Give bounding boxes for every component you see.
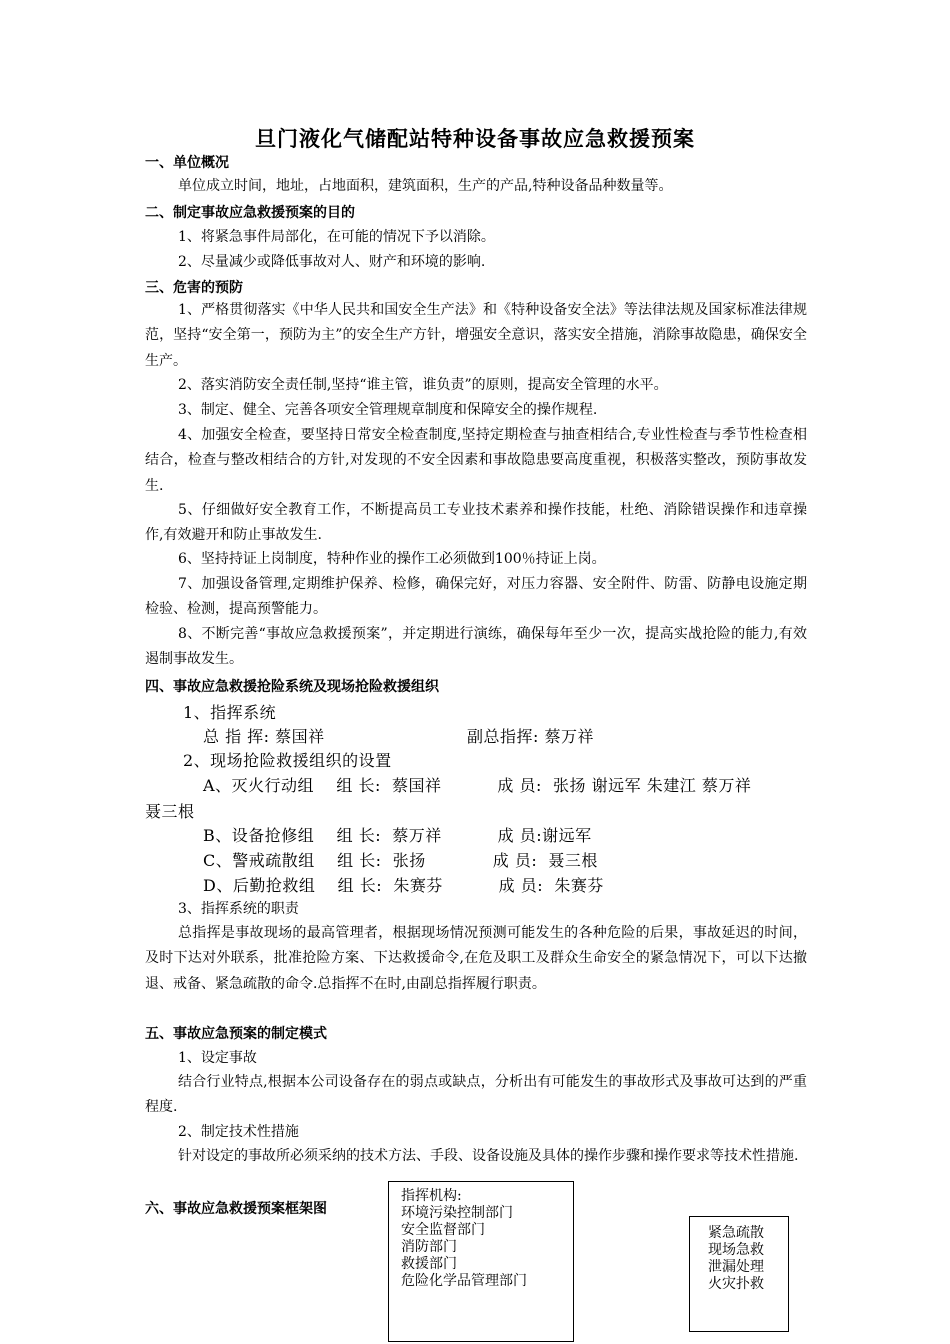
group-a-continuation: 聂三根 (145, 802, 195, 821)
command-system-heading: 1、指挥系统 (183, 703, 277, 722)
section-3-paragraph-4: 4、加强安全检查，要坚持日常安全检查制度,坚持定期检查与抽查相结合,专业性检查与季节性检查相结合，检查与整改相结合的方针,对发现的不安全因素和事故隐患要高度重视，积极落实整改，预防事故发生. (145, 427, 807, 494)
section-3-paragraph-1: 1、严格贯彻落实《中华人民共和国安全生产法》和《特种设备安全法》等法律法规及国家标准法律规范，坚持“安全第一，预防为主”的安全生产方针，增强安全意识，落实安全措施，消除事故隐患，确保安全生产。 (145, 302, 807, 369)
document-title: 旦门液化气储配站特种设备事故应急救援预案 (255, 126, 695, 151)
box-line: 消防部门 (401, 1239, 457, 1255)
section-3-paragraph-8: 8、不断完善“事故应急救援预案”，并定期进行演练，确保每年至少一次，提高实战抢险的能力,有效遏制事故发生。 (145, 626, 807, 668)
section-3-paragraph-5: 5、仔细做好安全教育工作，不断提高员工专业技术素养和操作技能，杜绝、消除错误操作和违章操作,有效避开和防止事故发生. (145, 502, 807, 544)
box-line: 环境污染控制部门 (401, 1205, 513, 1221)
section-5-item-1: 1、设定事故 (178, 1050, 257, 1066)
actions-box (689, 1216, 789, 1332)
section-5-heading: 五、事故应急预案的制定模式 (145, 1026, 327, 1042)
section-4-heading: 四、事故应急救援抢险系统及现场抢险救援组织 (145, 679, 439, 695)
command-duties-heading: 3、指挥系统的职责 (178, 901, 299, 917)
section-5-paragraph-1: 结合行业特点,根据本公司设备存在的弱点或缺点，分析出有可能发生的事故形式及事故可达到的严重程度. (145, 1074, 807, 1116)
box-line: 安全监督部门 (401, 1222, 485, 1238)
section-5-paragraph-2: 针对设定的事故所必须采纳的技术方法、手段、设备设施及具体的操作步骤和操作要求等技术性措施. (178, 1148, 799, 1164)
box-line: 火灾扑救 (708, 1276, 764, 1292)
deputy-commander: 副总指挥: 蔡万祥 (467, 727, 594, 746)
group-c-line: C、警戒疏散组 组 长: 张扬 成 员: 聂三根 (203, 851, 598, 870)
section-3-paragraph-2: 2、落实消防安全责任制,坚持“谁主管，谁负责”的原则，提高安全管理的水平。 (178, 377, 668, 393)
box-line: 现场急救 (708, 1242, 764, 1258)
command-structure-box (388, 1181, 574, 1342)
section-3-heading: 三、危害的预防 (145, 280, 243, 296)
section-2-paragraph-2: 2、尽量减少或降低事故对人、财产和环境的影响. (178, 254, 486, 270)
section-1-heading: 一、单位概况 (145, 155, 229, 171)
group-b-line: B、设备抢修组 组 长: 蔡万祥 成 员:谢远军 (203, 826, 592, 845)
rescue-org-heading: 2、现场抢险救援组织的设置 (183, 751, 392, 770)
section-5-item-2: 2、制定技术性措施 (178, 1124, 299, 1140)
group-d-line: D、后勤抢救组 组 长: 朱赛芬 成 员: 朱赛芬 (203, 876, 604, 895)
section-2-paragraph-1: 1、将紧急事件局部化，在可能的情况下予以消除。 (178, 229, 495, 245)
section-2-heading: 二、制定事故应急救援预案的目的 (145, 205, 355, 221)
box-line: 危险化学品管理部门 (401, 1273, 527, 1289)
section-1-paragraph: 单位成立时间，地址，占地面积，建筑面积，生产的产品,特种设备品种数量等。 (178, 178, 673, 194)
section-6-heading: 六、事故应急救援预案框架图 (145, 1201, 327, 1217)
box-line: 救援部门 (401, 1256, 457, 1272)
group-a-line: A、灭火行动组 组 长: 蔡国祥 成 员: 张扬 谢远军 朱建江 蔡万祥 (203, 776, 752, 795)
command-duties-paragraph: 总指挥是事故现场的最高管理者，根据现场情况预测可能发生的各种危险的后果，事故延迟的时间，及时下达对外联系，批准抢险方案、下达救援命令,在危及职工及群众生命安全的紧急情况下，可以下达撤退、戒备、紧急疏散的命令.总指挥不在时,由副总指挥履行职责。 (145, 925, 807, 992)
box-line: 紧急疏散 (708, 1225, 764, 1241)
section-3-paragraph-3: 3、制定、健全、完善各项安全管理规章制度和保障安全的操作规程. (178, 402, 598, 418)
box-line: 泄漏处理 (708, 1259, 764, 1275)
chief-commander: 总 指 挥: 蔡国祥 (203, 727, 325, 746)
section-3-paragraph-7: 7、加强设备管理,定期维护保养、检修，确保完好，对压力容器、安全附件、防雷、防静电设施定期检验、检测，提高预警能力。 (145, 576, 807, 618)
box-line: 指挥机构: (401, 1188, 462, 1204)
section-3-paragraph-6: 6、坚持持证上岗制度，特种作业的操作工必须做到100％持证上岗。 (178, 551, 606, 567)
